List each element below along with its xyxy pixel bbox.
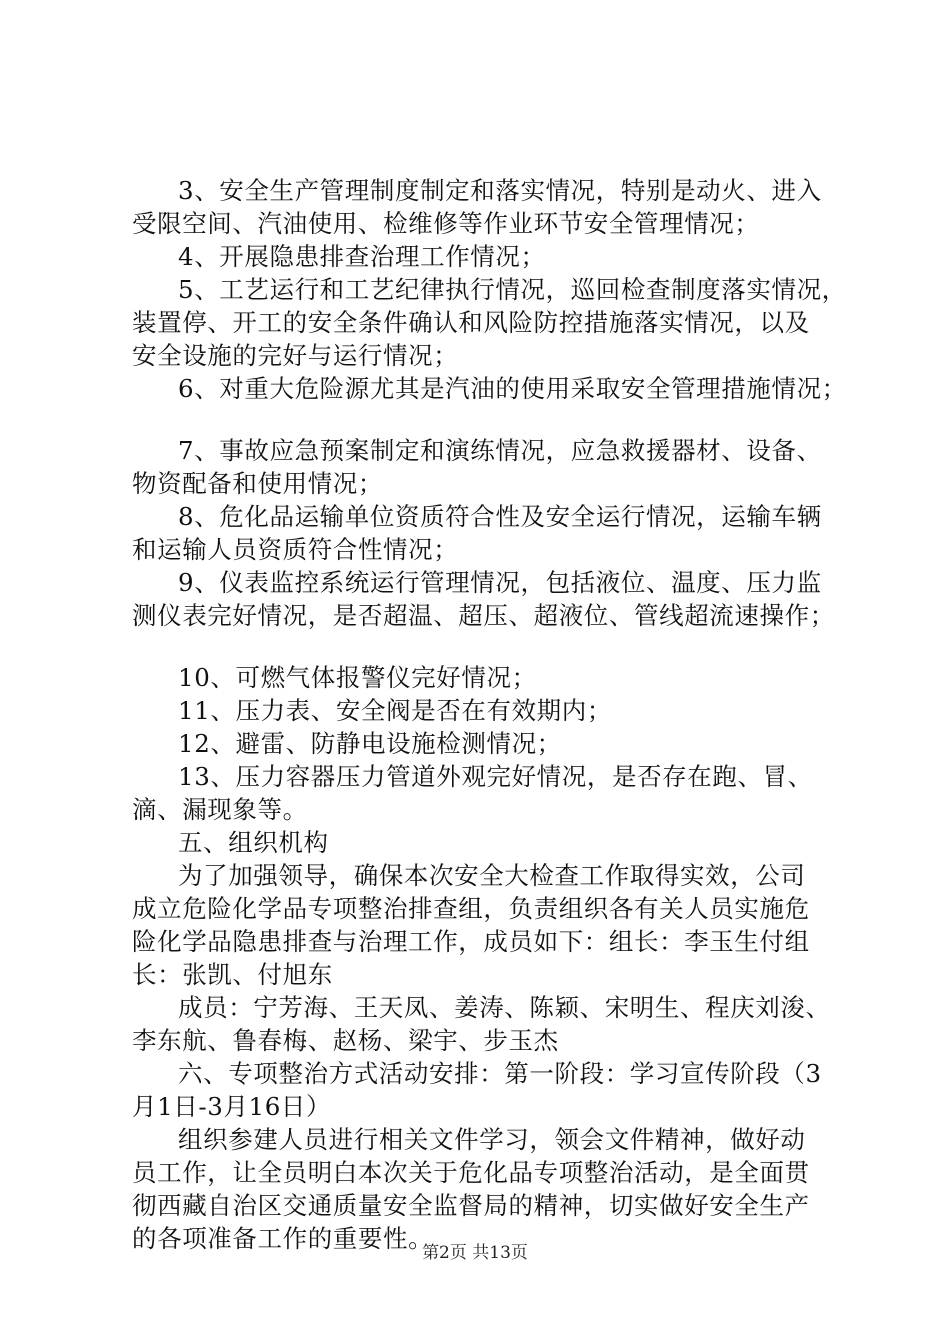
text-line: 11、压力表、安全阀是否在有效期内； [178, 696, 612, 725]
text-line: 5、工艺运行和工艺纪律执行情况，巡回检查制度落实情况， [178, 275, 847, 304]
text-line: 6、对重大危险源尤其是汽油的使用采取安全管理措施情况； [178, 374, 847, 403]
text-line: 3、安全生产管理制度制定和落实情况，特别是动火、进入 [178, 176, 822, 205]
page-footer: 第2页 共13页 [422, 1243, 528, 1263]
text-line: 的各项准备工作的重要性。 [132, 1224, 434, 1253]
text-line: 成立危险化学品专项整治排查组，负责组织各有关人员实施危 [132, 894, 810, 923]
text-line: 组织参建人员进行相关文件学习，领会文件精神，做好动 [178, 1125, 806, 1154]
text-line: 受限空间、汽油使用、检维修等作业环节安全管理情况； [132, 209, 760, 238]
text-line: 员工作，让全员明白本次关于危化品专项整治活动，是全面贯 [132, 1158, 810, 1187]
text-line: 装置停、开工的安全条件确认和风险防控措施落实情况，以及 [132, 308, 810, 337]
text-line: 测仪表完好情况，是否超温、超压、超液位、管线超流速操作； [132, 601, 835, 630]
text-line: 和运输人员资质符合性情况； [132, 535, 459, 564]
text-line: 9、仪表监控系统运行管理情况，包括液位、温度、压力监 [178, 568, 822, 597]
text-line: 12、避雷、防静电设施检测情况； [178, 729, 562, 758]
text-line: 13、压力容器压力管道外观完好情况，是否存在跑、冒、 [178, 762, 813, 791]
text-line: 长：张凯、付旭东 [132, 960, 333, 989]
text-line: 李东航、鲁春梅、赵杨、梁宇、步玉杰 [132, 1026, 559, 1055]
text-line: 7、事故应急预案制定和演练情况，应急救援器材、设备、 [178, 436, 822, 465]
text-line: 月1日-3月16日） [132, 1092, 332, 1121]
section-heading: 五、组织机构 [178, 828, 329, 857]
text-line: 安全设施的完好与运行情况； [132, 341, 459, 370]
text-line: 10、可燃气体报警仪完好情况； [178, 663, 537, 692]
text-line: 为了加强领导，确保本次安全大检查工作取得实效，公司 [178, 861, 806, 890]
text-line: 彻西藏自治区交通质量安全监督局的精神，切实做好安全生产 [132, 1191, 810, 1220]
text-line: 4、开展隐患排查治理工作情况； [178, 242, 546, 271]
section-heading: 六、专项整治方式活动安排：第一阶段：学习宣传阶段（3 [178, 1059, 822, 1088]
text-line: 8、危化品运输单位资质符合性及安全运行情况，运输车辆 [178, 502, 822, 531]
text-line: 滴、漏现象等。 [132, 795, 308, 824]
text-line: 成员：宁芳海、王天凤、姜涛、陈颖、宋明生、程庆刘浚、 [178, 993, 831, 1022]
text-line: 物资配备和使用情况； [132, 469, 383, 498]
text-line: 险化学品隐患排查与治理工作，成员如下：组长：李玉生付组 [132, 927, 810, 956]
